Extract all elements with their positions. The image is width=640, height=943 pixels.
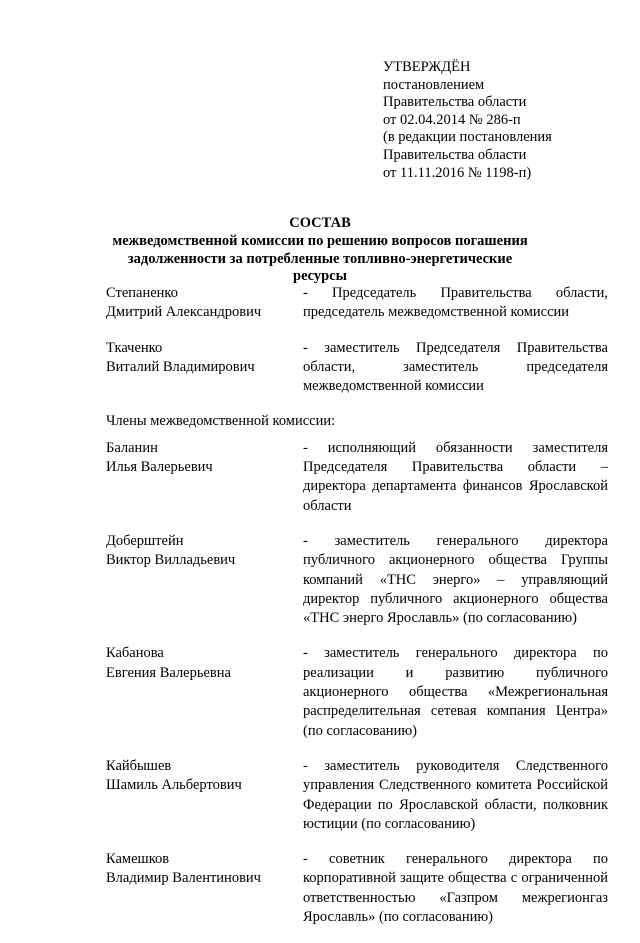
- person-name: [106, 284, 303, 323]
- person-surname: Камешков: [106, 851, 170, 868]
- person-surname: Доберштейн: [106, 532, 184, 549]
- person-name: [106, 757, 303, 834]
- list-item: [106, 850, 608, 927]
- person-name: [106, 644, 303, 740]
- person-role: - советник генерального директора по корпоративной защите общества с ограниченной ответственностью «Газпром межрегионгаз Ярославль» (по согласованию): [303, 851, 608, 926]
- person-name: [106, 439, 303, 516]
- list-item: [106, 757, 608, 834]
- list-item: [106, 284, 608, 323]
- person-given-name: Виталий Владимирович: [106, 358, 255, 375]
- approval-stamp: [383, 59, 552, 182]
- approval-line: от 02.04.2014 № 286-п: [383, 111, 521, 128]
- person-name: [106, 339, 303, 397]
- person-surname: Кайбышев: [106, 757, 172, 774]
- person-role: - Председатель Правительства области, председатель межведомственной комиссии: [303, 285, 608, 321]
- approval-line: Правительства области: [383, 146, 527, 163]
- person-role: - исполняющий обязанности заместителя Председателя Правительства области – директора департамента финансов Ярославской области: [303, 439, 608, 514]
- approval-line: (в редакции постановления: [383, 129, 552, 146]
- list-item: [106, 644, 608, 740]
- list-item: [106, 532, 608, 628]
- person-given-name: Илья Валерьевич: [106, 459, 213, 476]
- person-role: - заместитель руководителя Следственного управления Следственного комитета Российской Федерации по Ярославской области, полковник юстиции (по согласованию): [303, 757, 608, 832]
- approval-line: от 11.11.2016 № 1198-п): [383, 164, 532, 181]
- list-item: [106, 339, 608, 397]
- person-given-name: Дмитрий Александрович: [106, 304, 262, 321]
- document-subtitle: межведомственной комиссии по решению вопросов погашения задолженности за потребленные топливно-энергетические ресурсы: [112, 233, 528, 285]
- list-item: [106, 439, 608, 516]
- person-given-name: Виктор Вилладьевич: [106, 552, 236, 569]
- person-role: - заместитель Председателя Правительства области, заместитель председателя межведомственной комиссии: [303, 339, 608, 395]
- person-role: - заместитель генерального директора публичного акционерного общества Группы компаний «ТНС энерго» – управляющий директор публичного акционерного общества «ТНС энерго Ярославль» (по согласованию): [303, 532, 608, 627]
- person-surname: Кабанова: [106, 645, 164, 662]
- approval-line: Правительства области: [383, 94, 527, 111]
- person-given-name: Евгения Валерьевна: [106, 664, 231, 681]
- person-surname: Баланин: [106, 439, 158, 456]
- person-surname: Ткаченко: [106, 339, 163, 356]
- members-heading: Члены межведомственной комиссии:: [106, 413, 336, 430]
- person-name: [106, 532, 303, 628]
- person-given-name: Владимир Валентинович: [106, 870, 261, 887]
- commission-list: [106, 284, 608, 943]
- approval-line: постановлением: [383, 76, 485, 93]
- person-surname: Степаненко: [106, 285, 178, 301]
- document-title: СОСТАВ: [289, 215, 351, 231]
- approval-line: УТВЕРЖДЁН: [383, 59, 471, 75]
- person-given-name: Шамиль Альбертович: [106, 777, 242, 794]
- person-role: - заместитель генерального директора по реализации и развитию публичного акционерного общества «Межрегиональная распределительная сетевая компания Центра» (по согласованию): [303, 645, 608, 739]
- person-name: [106, 850, 303, 927]
